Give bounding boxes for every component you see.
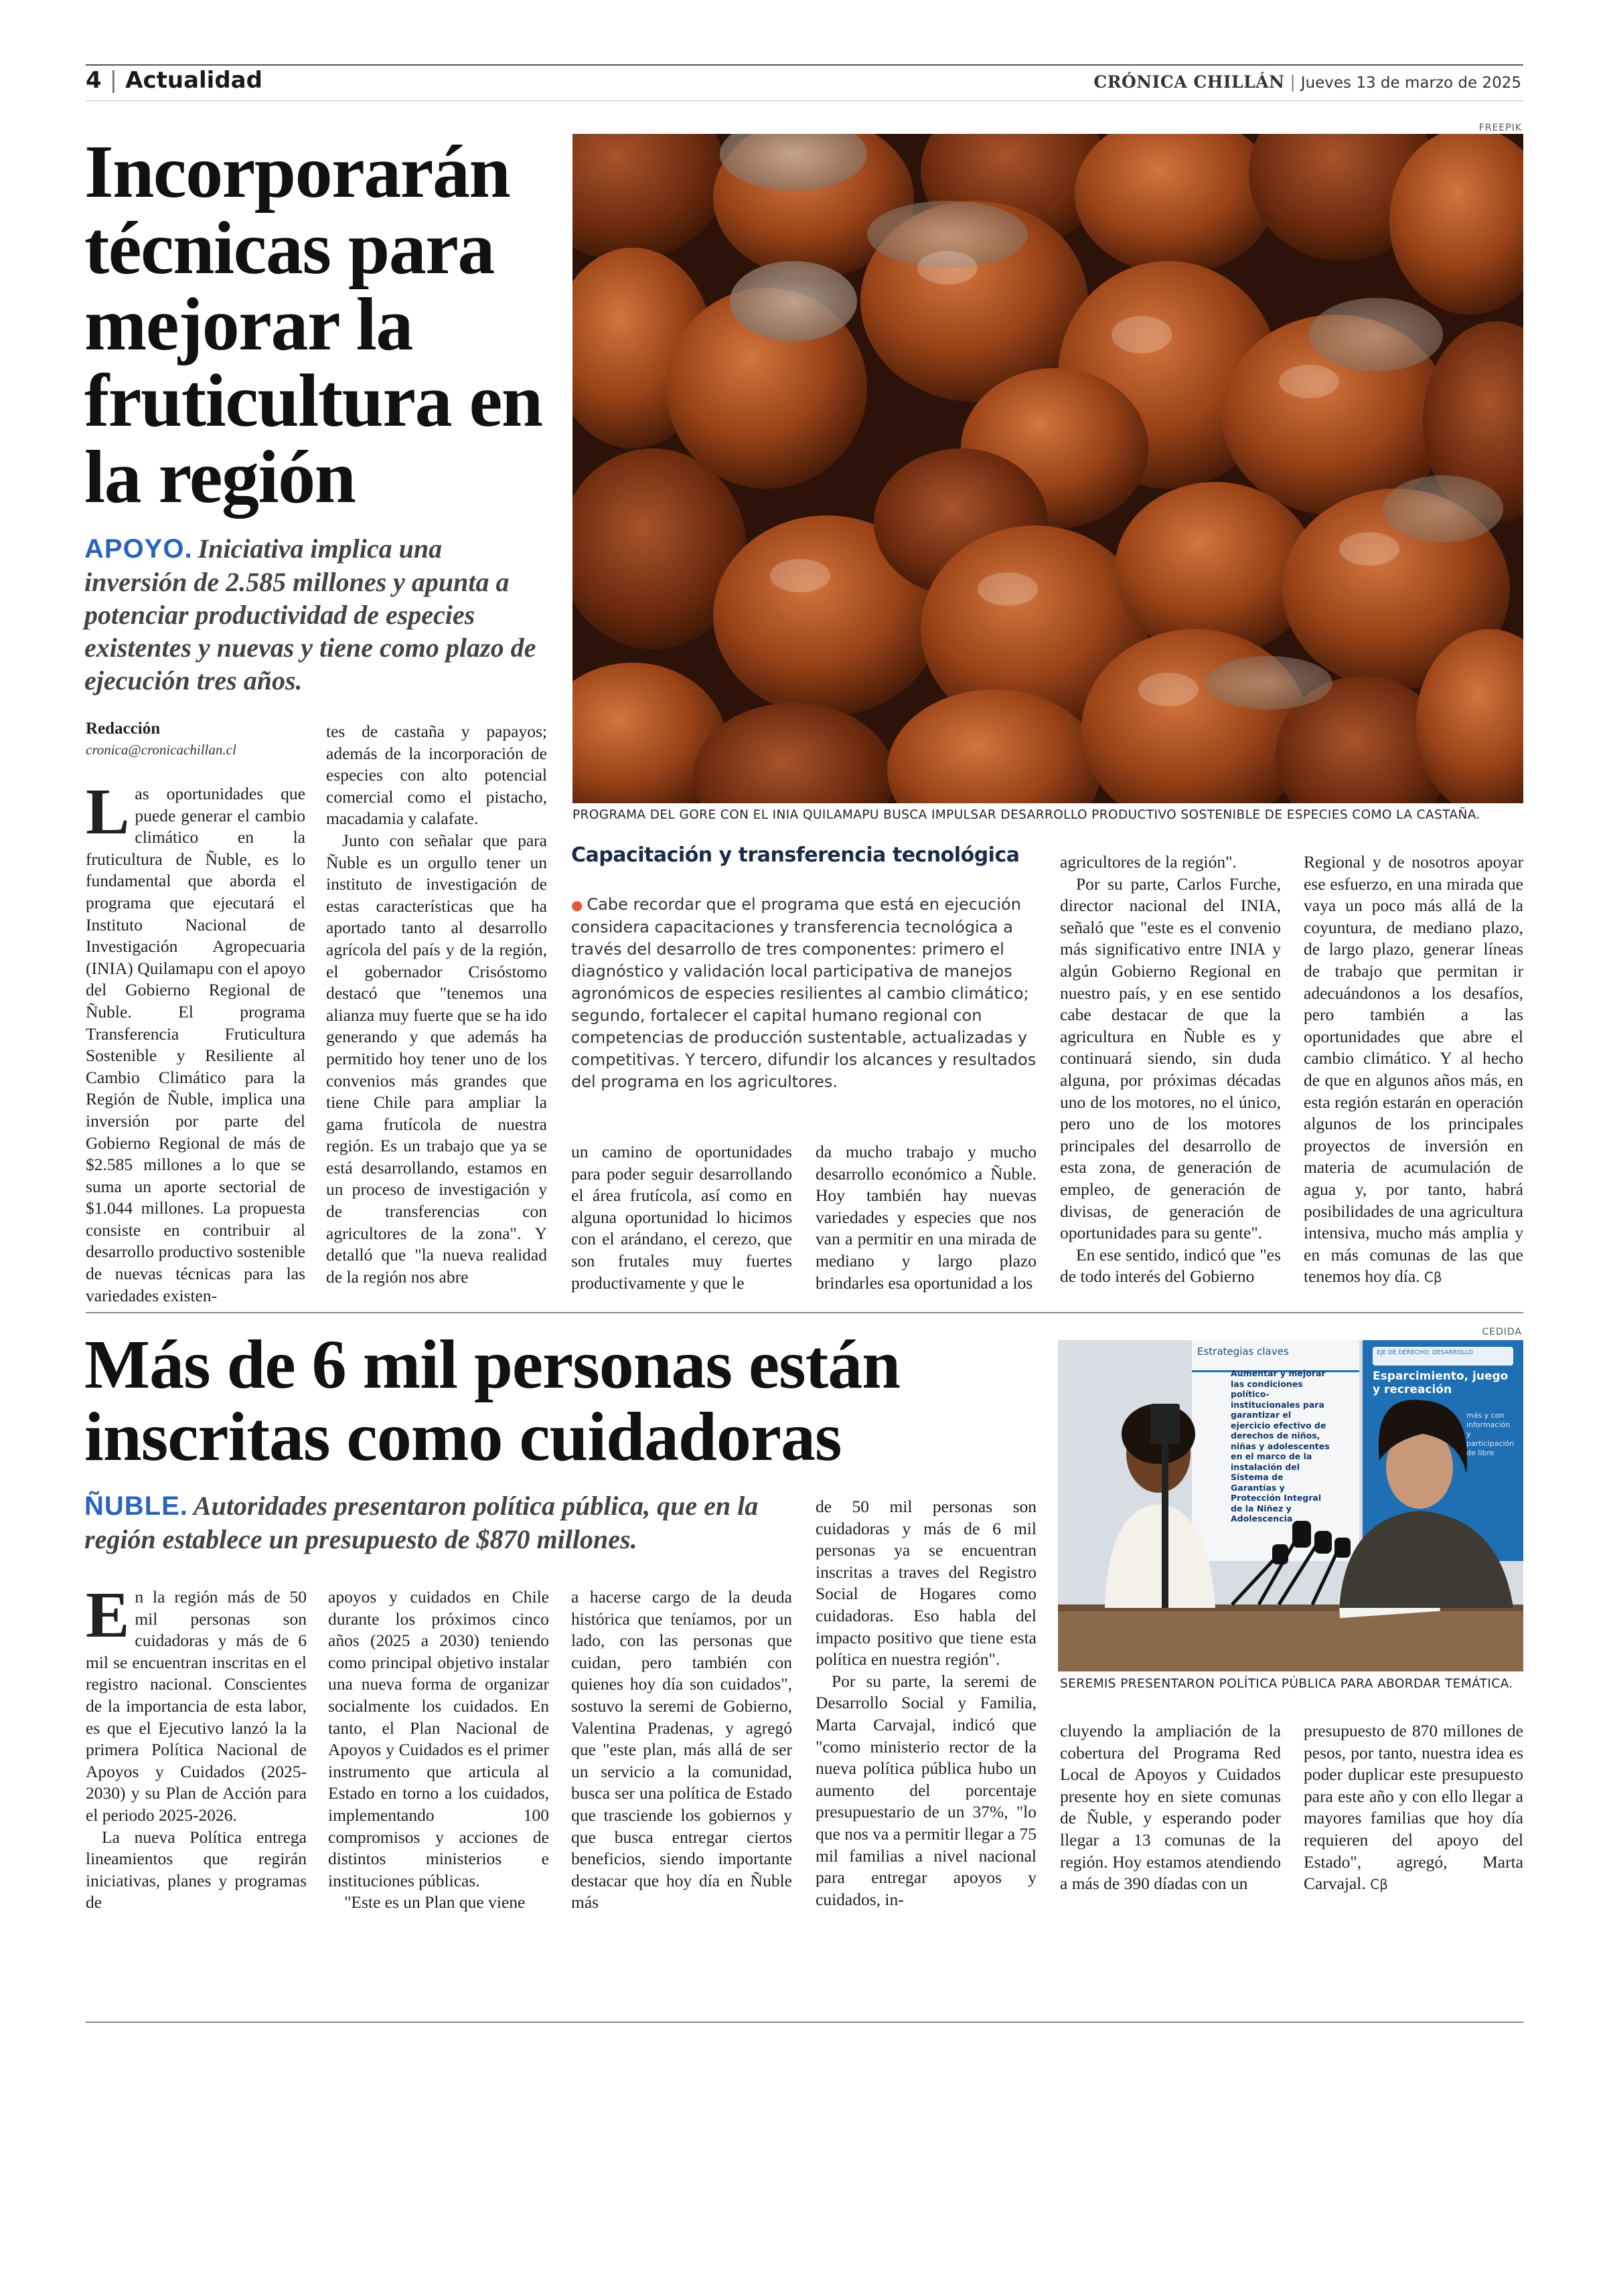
- hazelnut-illustration: [572, 134, 1523, 803]
- subsection-heading: Capacitación y transferencia tecnológica: [571, 843, 1020, 867]
- article1-column-5: [1060, 851, 1281, 1288]
- paragraph-text: as oportunidades que puede generar el cambio climático en la fruticultura de Ñuble, es lo fundamental que aborda el programa que ejecutará el Instituto Nacional de Investigación Agropecuaria (INIA) Quilamapu con el apoyo del Gobierno Regional de Ñuble. El programa Transferencia Fruticultura Sostenible y Resiliente al Cambio Climático para la Región de Ñuble, implica una inversión por parte del Gobierno Regional de más de $2.585 millones a lo que se suma un aporte sectorial de $1.044 millones. La propuesta consiste en contribuir al desarrollo productivo sostenible de nuevas técnicas para las variedades existen-: [86, 784, 305, 1305]
- photo-caption: PROGRAMA DEL GORE CON EL INIA QUILAMAPU BUSCA IMPULSAR DESARROLLO PRODUCTIVO SOSTENIBLE DE ESPECIES COMO LA CASTAÑA.: [572, 808, 1480, 822]
- banner-right-tag: EJE DE DERECHO: DESARROLLO: [1377, 1349, 1473, 1356]
- header-separator: |: [109, 67, 118, 94]
- header-bottom-rule: [86, 100, 1523, 101]
- paragraph: [1304, 1720, 1523, 1896]
- article-headline: Incorporarán técnicas para mejorar la fruticultura en la región: [84, 131, 542, 519]
- banner-left-text: Aumentar y mejorar las condiciones político-institucionales para garantizar el ejercicio efectivo de derechos de niños, niñas y adolescentes en el marco de la instalación del Sistema de Garantías y Protección Integral de la Niñez y Adolescencia: [1231, 1368, 1330, 1524]
- page-bottom-rule: [86, 2022, 1523, 2023]
- paragraph: cluyendo la ampliación de la cobertura del Programa Red Local de Apoyos y Cuidados presente hoy en siete comunas de Ñuble, y esperando poder llegar a 13 comunas de la región. Hoy estamos atendiendo a más de 390 díadas con un: [1060, 1721, 1281, 1894]
- paragraph: Por su parte, la seremi de Desarrollo Social y Familia, Marta Carvajal, indicó que "como ministerio rector de la nueva política pública hubo un aumento del porcentaje presupuestario de un 37%, "lo que nos va a permitir llegar a 75 mil familias a nivel nacional para entregar apoyos y cuidados, in-: [816, 1671, 1037, 1909]
- paragraph: agricultores de la región".: [1060, 852, 1237, 872]
- photo-credit: CEDIDA: [1482, 1327, 1522, 1337]
- press-conference-photo: [1058, 1340, 1523, 1671]
- article2-column-2: [328, 1586, 549, 1914]
- publication-info: CRÓNICA CHILLÁN | Jueves 13 de marzo de 2025: [1093, 72, 1521, 92]
- deck-text: Iniciativa implica una inversión de 2.585 millones y apunta a potenciar productividad de especies existentes y nuevas y tiene como plazo de ejecución tres años.: [84, 534, 536, 695]
- drop-cap: E: [86, 1579, 130, 1651]
- paragraph-text: Regional y de nosotros apoyar ese esfuerzo, en una mirada que vaya un poco más allá de la coyuntura, de mediano plazo, de largo plazo, generar líneas de trabajo que permitan ir adecuándonos a los desafíos, pero también a las oportunidades que abre el cambio climático. Y al hecho de que en algunos años más, en esta región estarán en operación algunos de los principales proyectos de inversión en materia de acumulación de agua y, por tanto, habrá posibilidades de una agricultura intensiva, mucho más amplia y en más comunas de las que tenemos hoy día.: [1304, 852, 1523, 1287]
- publication-date: Jueves 13 de marzo de 2025: [1300, 74, 1521, 92]
- article-deck: [84, 1489, 781, 1556]
- paragraph: apoyos y cuidados en Chile durante los próximos cinco años (2025 a 2030) teniendo como principal objetivo instalar una nueva forma de organizar socialmente los cuidados. En tanto, el Plan Nacional de Apoyos y Cuidados es el primer instrumento que articula al Estado en torno a los cuidados, implementando 100 compromisos y acciones de distintos ministerios e instituciones públicas.: [328, 1587, 549, 1890]
- article1-column-4: [816, 1141, 1037, 1294]
- deck-kicker: APOYO.: [84, 534, 193, 564]
- photo-credit: FREEPIK: [1478, 122, 1522, 133]
- publication-name: CRÓNICA CHILLÁN: [1093, 72, 1285, 92]
- hazelnut-photo: [572, 134, 1523, 803]
- deck-kicker: ÑUBLE.: [84, 1491, 188, 1521]
- paragraph: tes de castaña y papayos; además de la incorporación de especies con alto potencial comercial como el pistacho, macadamia y calafate.: [326, 722, 547, 829]
- article-divider: [86, 1312, 1523, 1313]
- paragraph-text: presupuesto de 870 millones de pesos, por tanto, nuestra idea es poder duplicar este presupuesto para este año y con ello llegar a mayores familias que hoy día requieren del apoyo del Estado", agregó, Marta Carvajal.: [1304, 1721, 1523, 1894]
- paragraph: En ese sentido, indicó que "es de todo interés del Gobierno: [1060, 1244, 1281, 1287]
- paragraph: [86, 1579, 307, 1827]
- paragraph: Por su parte, Carlos Furche, director nacional del INIA, señaló que "este es el convenio más significativo entre INIA y algún Gobierno Regional en nuestro país, y en ese sentido cabe destacar de que la agricultura en Ñuble es y continuará siendo, sin duda alguna, por próximas décadas uno de los motores, no el único, pero uno de los motores principales del desarrollo de esta zona, de generación de empleo, de generación de divisas, de generación de oportunidades para su gente".: [1060, 874, 1281, 1243]
- page-number: 4: [86, 67, 102, 94]
- section-name: Actualidad: [125, 67, 262, 94]
- paragraph: a hacerse cargo de la deuda histórica que teníamos, por un lado, con las personas que cuidan, pero también con quienes hoy día son cuidados", sostuvo la seremi de Gobierno, Valentina Pradenas, y agregó que "este plan, más allá de ser un servicio a la comunidad, busca ser una política de Estado que trasciende los gobiernos y que busca entregar ciertos beneficios, siendo importante destacar que hoy día en Ñuble más: [571, 1587, 792, 1912]
- paragraph: [1304, 851, 1523, 1289]
- paragraph: da mucho trabajo y mucho desarrollo económico a Ñuble. Hoy también hay nuevas variedades y especies que nos van a permitir en una mirada de mediano y largo plazo brindarles esa oportunidad a los: [816, 1142, 1037, 1293]
- drop-cap: L: [86, 776, 130, 848]
- banner-right-title: Esparcimiento, juego y recreación: [1373, 1370, 1509, 1396]
- paragraph-text: n la región más de 50 mil personas son cuidadoras y más de 6 mil se encuentran inscritas en el registro nacional. Conscientes de la importancia de esta labor, es que el Ejecutivo lanzó la la primera Política Nacional de Apoyos y Cuidados (2025-2030) y su Plan de Acción para el periodo 2025-2026.: [86, 1587, 307, 1825]
- page-section-label: [86, 67, 262, 94]
- paragraph: La nueva Política entrega lineamientos que regirán iniciativas, planes y programas de: [86, 1827, 307, 1912]
- banner-left: [1197, 1345, 1355, 1524]
- article2-column-1: [86, 1579, 307, 1914]
- article2-column-3: [571, 1586, 792, 1914]
- paragraph: Junto con señalar que para Ñuble es un orgullo tener un instituto de investigación de estas características que ha aportado tanto al desarrollo agrícola del país y de la región, el gobernador Crisóstomo destacó que "tenemos una alianza muy fuerte que se ha ido generando y que además ha permitido hoy tener uno de los convenios más grandes que tiene Chile para ampliar la gama frutícola de nuestra región. Es un trabajo que ya se está desarrollando, estamos en un proceso de investigación y de transferencias con agricultores de la zona". Y detalló que "la nueva realidad de la región nos abre: [326, 830, 547, 1287]
- article1-column-6: [1304, 851, 1523, 1289]
- paragraph: de 50 mil personas son cuidadoras y más de 6 mil personas ya se encuentran inscritas a traves del Registro Social de Hogares como cuidadoras. Eso habla del impacto positivo que tiene esta política en nuestra región".: [816, 1497, 1037, 1669]
- article1-column-2: [326, 721, 547, 1288]
- bullet-icon: ●: [571, 897, 583, 913]
- banner-right-text: más y con información y participación de libre: [1466, 1411, 1515, 1457]
- paragraph: un camino de oportunidades para poder seguir desarrollando el área frutícola, así como en alguna oportunidad lo hicimos con el arándano, el cerezo, que son frutales muy fuertes productivamente y que le: [571, 1142, 792, 1293]
- article2-column-4: [816, 1496, 1037, 1910]
- paragraph: [86, 776, 305, 1307]
- photo-caption: SEREMIS PRESENTARON POLÍTICA PÚBLICA PARA ABORDAR TEMÁTICA.: [1060, 1677, 1513, 1691]
- author-byline: Redacción: [86, 720, 161, 738]
- article1-column-1: [86, 776, 305, 1307]
- article1-column-3: [571, 1141, 792, 1294]
- end-mark-icon: Cβ: [1370, 1876, 1388, 1893]
- article2-column-6: [1304, 1720, 1523, 1896]
- subsection-text: Cabe recordar que el programa que está en ejecución considera capacitaciones y transferencia tecnológica a través del desarrollo de tres componentes: primero el diagnóstico y validación local participativa de manejos agronómicos de especies resilientes al cambio climático; segundo, fortalecer el capital humano regional con competencias de producción sustentable, actualizadas y competitivas. Y tercero, difundir los alcances y resultados del programa en los agricultores.: [571, 895, 1037, 1091]
- deck-text: Autoridades presentaron política pública, que en la región establece un presupuesto de $870 millones.: [84, 1491, 759, 1554]
- article2-column-5: [1060, 1720, 1281, 1895]
- end-mark-icon: Cβ: [1424, 1269, 1442, 1286]
- header-top-rule: [86, 64, 1523, 66]
- paragraph: "Este es un Plan que viene: [344, 1892, 526, 1912]
- subsection-body: [571, 894, 1040, 1093]
- banner-left-title: Estrategias claves: [1197, 1345, 1289, 1358]
- author-email: cronica@cronicachillan.cl: [86, 742, 236, 758]
- banner-right: [1373, 1349, 1517, 1458]
- article-deck: [84, 532, 546, 697]
- article-headline: Más de 6 mil personas están inscritas como cuidadoras: [84, 1326, 901, 1475]
